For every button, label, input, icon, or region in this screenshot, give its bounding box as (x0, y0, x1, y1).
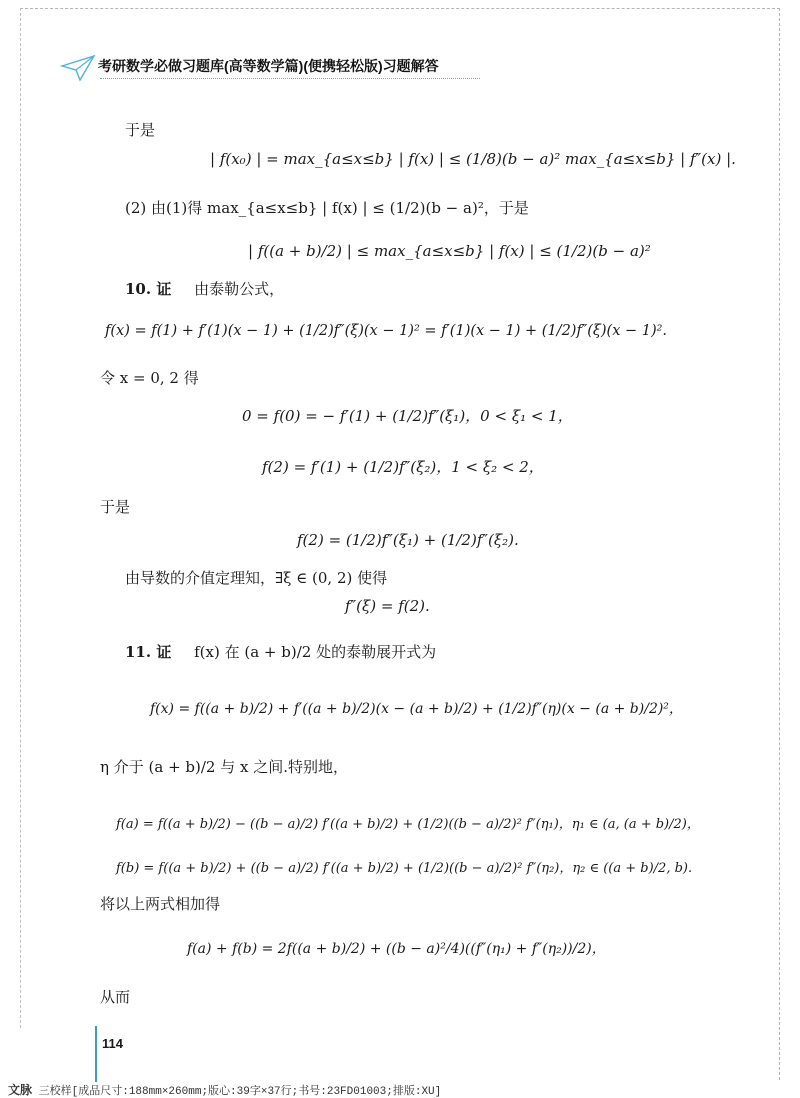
problem-10 (125, 278, 284, 299)
equation-2: | f((a + b)/2) | ≤ max_{a≤x≤b} | f(x) | ≤ (1/2)(b − a)² (248, 242, 651, 260)
text-yushi-2: 于是 (100, 498, 131, 516)
footer (8, 1081, 441, 1098)
page-frame-right (779, 8, 780, 1080)
text-ling: 令 x = 0, 2 得 (100, 369, 199, 387)
equation-8: f(x) = f((a + b)/2) + f′((a + b)/2)(x − (a + b)/2) + (1/2)f″(η)(x − (a + b)/2)²， (150, 701, 683, 717)
problem-10-label: 10. 证 (125, 280, 172, 298)
equation-7: f″(ξ) = f(2). (345, 597, 430, 615)
equation-9: f(a) = f((a + b)/2) − ((b − a)/2) f′((a + b)/2) + (1/2)((b − a)/2)² f″(η₁)，η₁ ∈ (a, (a + b)/2)， (116, 817, 700, 832)
text-yushi-1: 于是 (125, 121, 156, 139)
text-daoshu: 由导数的介值定理知，∃ξ ∈ (0, 2) 使得 (125, 569, 388, 587)
equation-3: f(x) = f(1) + f′(1)(x − 1) + (1/2)f″(ξ)(x − 1)² = f′(1)(x − 1) + (1/2)f″(ξ)(x − 1)². (105, 323, 668, 339)
equation-1: | f(x₀) | = max_{a≤x≤b} | f(x) | ≤ (1/8)(b − a)² max_{a≤x≤b} | f″(x) |. (210, 150, 736, 168)
equation-4: 0 = f(0) = − f′(1) + (1/2)f″(ξ₁)，0 < ξ₁ < 1， (242, 407, 573, 425)
equation-5: f(2) = f′(1) + (1/2)f″(ξ₂)，1 < ξ₂ < 2， (262, 458, 544, 476)
problem-11 (125, 641, 436, 662)
page-number: 114 (102, 1036, 123, 1051)
page-frame-top (20, 8, 780, 9)
page-header (60, 52, 480, 86)
problem-11-label: 11. 证 (125, 643, 172, 661)
equation-6: f(2) = (1/2)f″(ξ₁) + (1/2)f″(ξ₂). (297, 531, 519, 549)
equation-10: f(b) = f((a + b)/2) + ((b − a)/2) f′((a + b)/2) + (1/2)((b − a)/2)² f″(η₂)，η₂ ∈ ((a + b)/2, b). (116, 861, 693, 876)
book-title: 考研数学必做习题库(高等数学篇)(便携轻松版)习题解答 (98, 58, 439, 74)
header-rule (100, 78, 480, 79)
paper-plane-icon (60, 52, 96, 84)
text-jiang: 将以上两式相加得 (100, 895, 221, 913)
equation-11: f(a) + f(b) = 2f((a + b)/2) + ((b − a)²/4)((f″(η₁) + f″(η₂))/2)， (187, 941, 606, 957)
text-part-2: (2) 由(1)得 max_{a≤x≤b} | f(x) | ≤ (1/2)(b − a)²，于是 (125, 199, 529, 217)
problem-11-text: f(x) 在 (a + b)/2 处的泰勒展开式为 (194, 643, 437, 661)
page-number-bar (95, 1026, 97, 1082)
text-eta: η 介于 (a + b)/2 与 x 之间.特别地， (100, 758, 349, 776)
footer-text: 三校样[成品尺寸:188mm×260mm;版心:39字×37行;书号:23FD01003;排版:XU] (38, 1086, 442, 1098)
problem-10-text: 由泰勒公式， (194, 280, 285, 298)
footer-brand: 文脉 (8, 1083, 33, 1097)
page-frame-left (20, 8, 21, 1028)
text-congr: 从而 (100, 988, 131, 1006)
